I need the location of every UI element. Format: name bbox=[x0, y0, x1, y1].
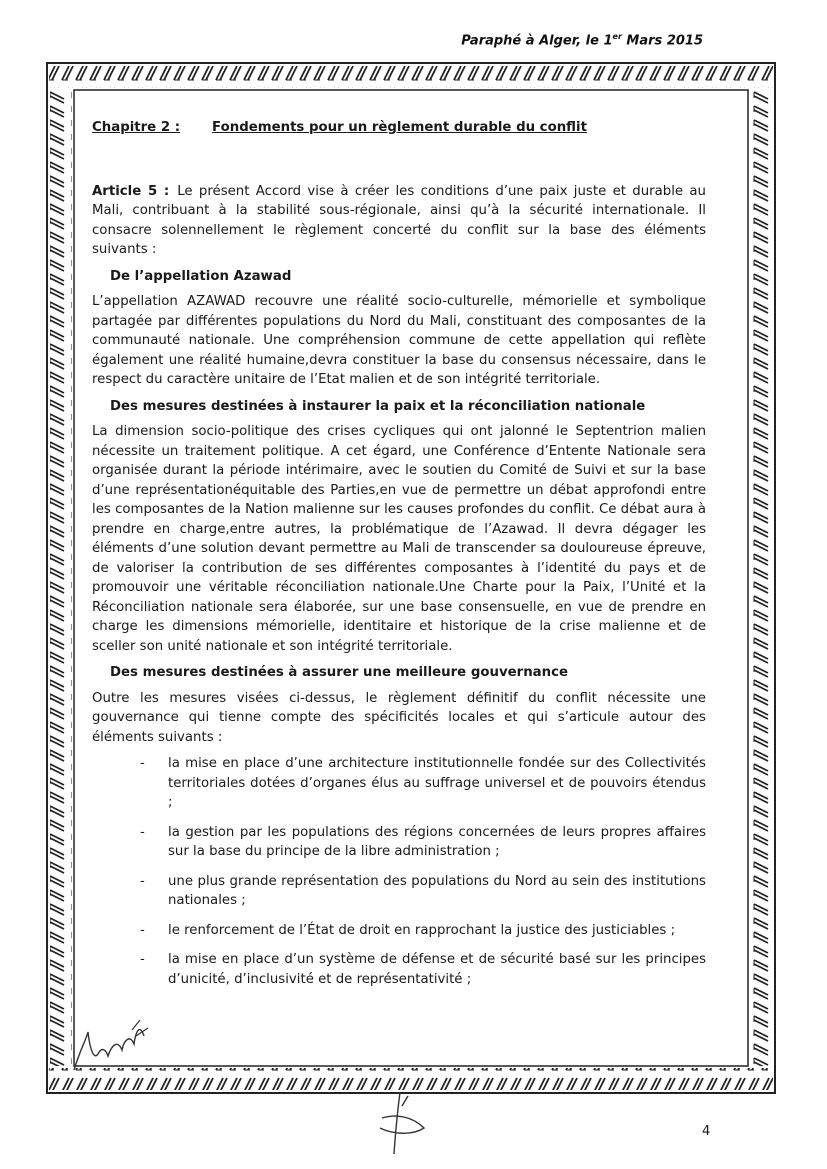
paraphe-header bbox=[461, 32, 703, 48]
list-dash: - bbox=[140, 824, 145, 840]
chapter-title: Fondements pour un règlement durable du conflit bbox=[212, 120, 587, 135]
article-text: Le présent Accord vise à créer les conditions d’une paix juste et durable au Mali, contribuant à la stabilité sous-régionale, ainsi qu’à la sécurité internationale. Il consacre solennellement le règlement concerté du conflit sur la base des éléments suivants : bbox=[92, 183, 706, 257]
handwritten-initials-icon bbox=[66, 1010, 156, 1080]
section-heading-paix: Des mesures destinées à instaurer la paix et la réconciliation nationale bbox=[110, 398, 646, 414]
list-dash: - bbox=[140, 952, 145, 967]
section-heading-azawad: De l’appellation Azawad bbox=[110, 268, 292, 284]
paraphe-sup: er bbox=[612, 32, 622, 41]
list-dash: - bbox=[140, 922, 145, 938]
list-item bbox=[92, 754, 706, 813]
list-item bbox=[92, 921, 706, 941]
section-body-azawad: L’appellation AZAWAD recouvre une réalité socio-culturelle, mémorielle et symbolique partagée par différentes populations du Nord du Mali, constituant des composantes de la communauté nationale. Une compréhension commune de cette appellation qui reflète également une réalité humaine,devra constituer la base du consensus nécessaire, dans le respect du caractère unitaire de l’Etat malien et de son intégrité territoriale. bbox=[92, 294, 706, 387]
list-item bbox=[92, 950, 706, 989]
list-item-text: la mise en place d’un système de défense et de sécurité basé sur les principes d’unicité, d’inclusivité et de représentativité ; bbox=[168, 952, 706, 987]
list-item-text: une plus grande représentation des populations du Nord au sein des institutions nationales ; bbox=[168, 873, 706, 908]
section-body-paix: La dimension socio-politique des crises cycliques qui ont jalonné le Septentrion malien nécessite un traitement politique. A cet égard, une Conférence d’Entente Nationale sera organisée durant la période intérimaire, avec le soutien du Comité de Suivi et sur la base d’une représentationéquitable des Parties,en vue de permettre un débat approfondi entre les composantes de la Nation malienne sur les causes profondes du conflit. Ce débat aura à prendre en charge,entre autres, la problématique de l’Azawad. Il devra dégager les éléments d’une solution devant permettre au Mali de transcender sa douloureuse épreuve, de valoriser la contribution de ses différentes composantes à l’identité du pays et de promouvoir une véritable réconciliation nationale.Une Charte pour la Paix, l’Unité et la Réconciliation nationale sera élaborée, sur une base consensuelle, en vue de prendre en charge les dimensions mémorielle, identitaire et historique de la crise malienne et de sceller son unité nationale et son intégrité territoriale. bbox=[92, 424, 706, 654]
list-item-text: le renforcement de l’État de droit en rapprochant la justice des justiciables ; bbox=[168, 922, 676, 938]
signature-mark-icon bbox=[372, 1088, 432, 1160]
list-item bbox=[92, 872, 706, 911]
section-heading-gouvernance: Des mesures destinées à assurer une meilleure gouvernance bbox=[110, 665, 569, 680]
page-number: 4 bbox=[702, 1124, 711, 1139]
article-label: Article 5 : bbox=[92, 183, 170, 199]
list-dash: - bbox=[140, 873, 145, 889]
paraphe-suffix: Mars 2015 bbox=[621, 33, 703, 49]
paraphe-text: Paraphé à Alger, le 1 bbox=[461, 33, 613, 49]
article-paragraph bbox=[92, 182, 706, 260]
list-item-text: la gestion par les populations des régions concernées de leurs propres affaires sur la base du principe de la libre administration ; bbox=[168, 824, 706, 859]
chapter-heading bbox=[92, 118, 706, 138]
section-body-gouvernance: Outre les mesures visées ci-dessus, le règlement définitif du conflit nécessite une gouvernance qui tienne compte des spécificités locales et qui s’articule autour des éléments suivants : bbox=[92, 690, 706, 745]
governance-list bbox=[92, 754, 706, 989]
document-body bbox=[92, 118, 706, 999]
chapter-label: Chapitre 2 : bbox=[92, 120, 181, 135]
list-item bbox=[92, 823, 706, 862]
list-item-text: la mise en place d’une architecture institutionnelle fondée sur des Collectivités territoriales dotées d’organes élus au suffrage universel et de pouvoirs étendus ; bbox=[168, 756, 706, 810]
list-dash: - bbox=[140, 756, 145, 771]
